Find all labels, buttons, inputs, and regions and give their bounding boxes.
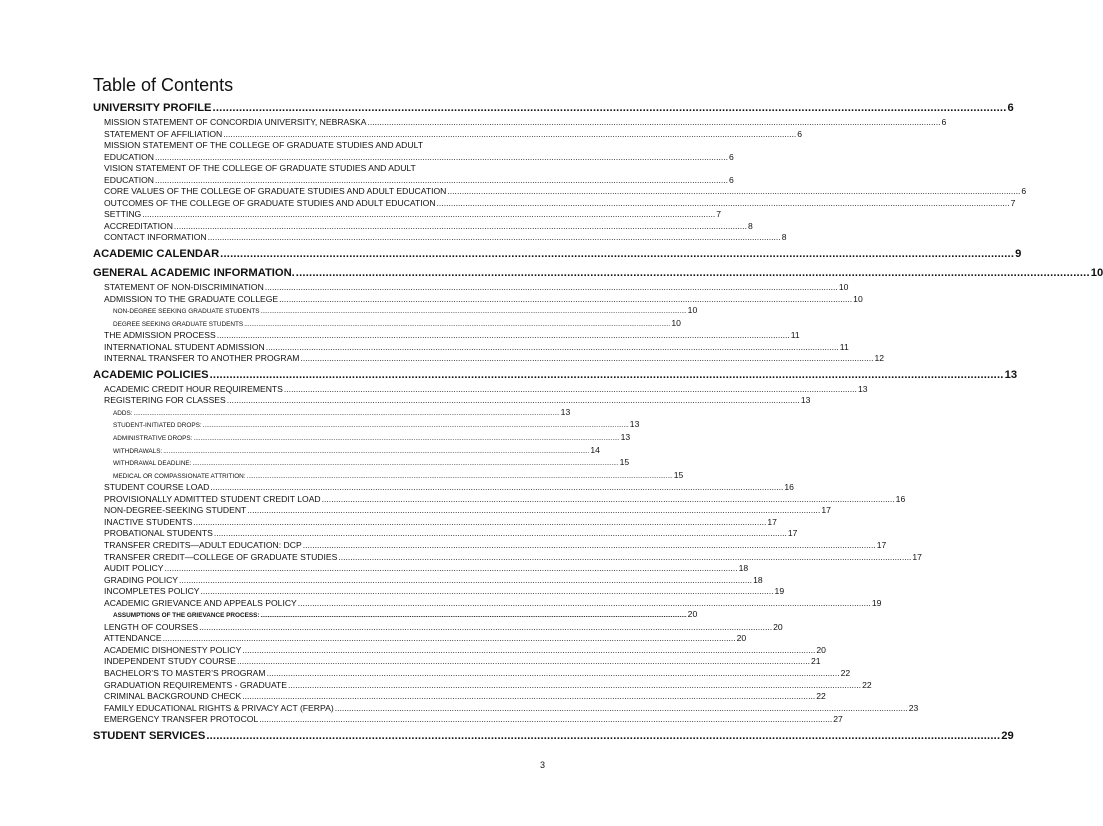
toc-page-number: 12 (874, 353, 885, 364)
toc-page-number: 13 (1004, 368, 1018, 381)
dot-leader (284, 384, 857, 396)
toc-entry[interactable] (93, 341, 849, 354)
toc-page-number: 6 (797, 128, 803, 139)
toc-entry-label: EDUCATION (104, 151, 154, 162)
toc-entry[interactable] (93, 679, 872, 692)
toc-entry[interactable] (93, 714, 843, 726)
toc-entry-label: STUDENT SERVICES (93, 729, 206, 742)
dot-leader (193, 517, 766, 529)
toc-subentry[interactable] (93, 457, 630, 470)
dot-leader (244, 319, 670, 331)
dot-leader (298, 598, 871, 610)
toc-entry-label: AUDIT POLICY (104, 563, 164, 574)
dot-leader (134, 408, 560, 420)
toc-entry-label: WITHDRAWALS: (113, 447, 163, 455)
toc-entry-label: NON-DEGREE SEEKING GRADUATE STUDENTS (113, 308, 260, 316)
toc-entry-label: INTERNATIONAL STUDENT ADMISSION (104, 341, 265, 352)
dot-leader (288, 680, 861, 692)
dot-leader (193, 433, 619, 445)
dot-leader (259, 714, 832, 726)
dot-leader (261, 610, 687, 622)
toc-entry[interactable] (93, 151, 734, 164)
table-of-contents (93, 100, 1103, 745)
dot-leader (227, 395, 800, 407)
toc-subentry[interactable] (93, 406, 571, 420)
toc-section-academic-calendar[interactable] (93, 246, 1022, 263)
toc-page-number: 6 (729, 151, 734, 162)
toc-page-number: 29 (1001, 729, 1014, 742)
dot-leader (247, 471, 673, 483)
dot-leader (247, 505, 820, 517)
toc-entry-label: ADMINISTRATIVE DROPS: (113, 435, 193, 443)
toc-entry[interactable] (93, 667, 851, 680)
toc-entry-line[interactable]: VISION STATEMENT OF THE COLLEGE OF GRADUATE STUDIES AND ADULT (104, 163, 416, 174)
toc-entry-label: ACCREDITATION (104, 220, 173, 231)
toc-entry-label: REGISTERING FOR CLASSES (104, 395, 226, 406)
toc-page-number: 22 (816, 691, 826, 702)
toc-page-number: 10 (1090, 267, 1103, 280)
toc-entry-label: CRIMINAL BACKGROUND CHECK (104, 691, 242, 702)
toc-page-number: 9 (1015, 248, 1022, 261)
toc-entry-label: MEDICAL OR COMPASSIONATE ATTRITION: (113, 472, 246, 480)
toc-page-number: 16 (784, 482, 794, 493)
dot-leader (174, 221, 747, 233)
toc-entry[interactable] (93, 293, 863, 306)
toc-page-number: 19 (774, 586, 785, 597)
toc-entry-label: LENGTH OF COURSES (104, 621, 199, 632)
toc-entry-label: BACHELOR’S TO MASTER’S PROGRAM (104, 667, 266, 678)
toc-page-number: 6 (941, 117, 947, 127)
toc-page-number: 16 (895, 493, 906, 504)
toc-entry-label: INCOMPLETES POLICY (104, 586, 200, 597)
toc-page-number: 22 (840, 667, 851, 678)
dot-leader (335, 703, 908, 715)
toc-entry[interactable] (93, 574, 763, 587)
toc-entry[interactable] (93, 383, 868, 396)
toc-entry[interactable] (93, 633, 747, 645)
dot-leader (210, 482, 783, 494)
toc-entry-label: UNIVERSITY PROFILE (93, 102, 212, 114)
dot-leader (447, 186, 1020, 198)
dot-leader (296, 265, 1090, 282)
toc-section-university-profile[interactable] (93, 100, 1014, 117)
toc-entry-label: ADMISSION TO THE GRADUATE COLLEGE (104, 293, 279, 304)
toc-page-number: 20 (816, 644, 826, 655)
toc-page-number: 19 (871, 597, 882, 608)
toc-page-number: 8 (781, 232, 787, 243)
dot-leader (163, 446, 589, 458)
dot-leader (179, 575, 752, 587)
dot-leader (338, 552, 911, 564)
toc-page-number: 6 (1007, 102, 1014, 114)
dot-leader (208, 232, 781, 244)
toc-entry[interactable] (93, 516, 777, 529)
toc-entry[interactable] (93, 209, 722, 221)
toc-entry[interactable] (93, 482, 794, 494)
toc-entry-label: EMERGENCY TRANSFER PROTOCOL (104, 714, 259, 725)
toc-entry[interactable] (93, 702, 919, 715)
toc-entry[interactable] (93, 493, 906, 506)
toc-entry[interactable] (93, 174, 734, 187)
toc-entry[interactable] (93, 128, 803, 141)
toc-entry-label: ACADEMIC CALENDAR (93, 248, 220, 261)
dot-leader (300, 353, 873, 365)
toc-page-number: 20 (736, 633, 747, 644)
toc-page-number: 13 (629, 419, 640, 430)
toc-entry-label: GRADING POLICY (104, 574, 179, 585)
document-page (93, 74, 1103, 745)
dot-leader (220, 246, 1014, 263)
dot-leader (279, 294, 852, 306)
toc-page-number: 11 (839, 341, 849, 352)
toc-page-number: 15 (673, 469, 684, 480)
toc-entry-label: ADDS: (113, 409, 133, 417)
toc-entry-label: STATEMENT OF AFFILIATION (104, 128, 223, 139)
toc-section-student-services[interactable] (93, 728, 1014, 745)
toc-page-number: 17 (767, 516, 777, 527)
dot-leader (261, 306, 687, 318)
toc-entry-label: INTERNAL TRANSFER TO ANOTHER PROGRAM (104, 353, 300, 364)
toc-subentry[interactable] (93, 419, 640, 432)
toc-entry[interactable] (93, 186, 1027, 198)
toc-entry-label: STATEMENT OF NON-DISCRIMINATION (104, 282, 264, 293)
toc-page-number: 18 (753, 574, 763, 585)
toc-page-number: 10 (853, 293, 863, 304)
dot-leader (437, 198, 1010, 210)
dot-leader (242, 645, 815, 657)
dot-leader (142, 209, 715, 221)
toc-page-number: 13 (857, 383, 868, 394)
toc-entry[interactable] (93, 528, 798, 540)
toc-entry[interactable] (93, 353, 885, 365)
toc-entry-label: ACADEMIC GRIEVANCE AND APPEALS POLICY (104, 597, 297, 608)
toc-entry-label: FAMILY EDUCATIONAL RIGHTS & PRIVACY ACT (FERPA) (104, 702, 334, 713)
toc-entry-label: INACTIVE STUDENTS (104, 516, 193, 527)
toc-page-number: 20 (773, 621, 783, 632)
dot-leader (213, 100, 1007, 117)
toc-entry-label: CONTACT INFORMATION (104, 232, 207, 243)
dot-leader (210, 367, 1004, 384)
toc-page-number: 8 (747, 220, 753, 231)
toc-entry[interactable] (93, 197, 1016, 210)
dot-leader (265, 282, 838, 294)
toc-entry-label: WITHDRAWAL DEADLINE: (113, 460, 192, 468)
toc-entry[interactable] (93, 551, 922, 564)
toc-page-number: 21 (810, 656, 821, 667)
toc-entry[interactable] (93, 621, 783, 634)
toc-entry[interactable] (93, 644, 826, 657)
toc-entry-label: INDEPENDENT STUDY COURSE (104, 656, 236, 667)
toc-entry-label: CORE VALUES OF THE COLLEGE OF GRADUATE STUDIES AND ADULT EDUCATION (104, 186, 447, 197)
page-title: Table of Contents (93, 75, 234, 95)
toc-entry-label: GRADUATION REQUIREMENTS - GRADUATE (104, 679, 288, 690)
dot-leader (223, 129, 796, 141)
toc-page-number: 17 (787, 528, 798, 539)
toc-page-number: 22 (862, 679, 872, 690)
dot-leader (242, 691, 815, 703)
toc-entry-label: STUDENT COURSE LOAD (104, 482, 210, 493)
toc-entry[interactable] (93, 691, 826, 703)
toc-page-number: 20 (687, 609, 698, 620)
toc-page-number: 17 (912, 551, 922, 562)
page-number: 3 (539, 760, 545, 770)
toc-section-general-academic-information[interactable] (93, 265, 1103, 282)
toc-page-number: 6 (729, 174, 734, 185)
toc-section-academic-policies[interactable] (93, 367, 1018, 384)
toc-page-number: 18 (738, 563, 749, 574)
dot-leader (237, 656, 810, 668)
toc-subentry[interactable] (93, 317, 681, 331)
dot-leader (266, 342, 839, 354)
toc-page-number: 10 (687, 305, 698, 316)
toc-entry-label: NON-DEGREE-SEEKING STUDENT (104, 505, 247, 516)
toc-entry[interactable] (93, 586, 785, 598)
toc-entry-label: PROBATIONAL STUDENTS (104, 528, 213, 539)
dot-leader (155, 152, 728, 164)
toc-page-number: 11 (790, 330, 800, 341)
dot-leader (267, 668, 840, 680)
toc-page-number: 7 (1010, 197, 1016, 208)
dot-leader (303, 540, 876, 552)
toc-subentry[interactable] (93, 305, 698, 318)
dot-leader (367, 117, 940, 129)
toc-page-number: 13 (800, 395, 811, 406)
toc-subentry[interactable] (93, 444, 600, 458)
dot-leader (217, 330, 790, 342)
toc-entry-label: DEGREE SEEKING GRADUATE STUDENTS (113, 320, 244, 328)
toc-subentry[interactable] (93, 432, 631, 445)
toc-entry-label: ACADEMIC POLICIES (93, 368, 209, 381)
toc-entry-label: OUTCOMES OF THE COLLEGE OF GRADUATE STUDIES AND ADULT EDUCATION (104, 197, 436, 208)
dot-leader (155, 175, 728, 187)
dot-leader (203, 420, 629, 432)
toc-page-number: 6 (1021, 186, 1027, 197)
toc-page-number: 10 (671, 317, 681, 328)
toc-entry-label: ACADEMIC CREDIT HOUR REQUIREMENTS (104, 383, 283, 394)
toc-page-number: 14 (590, 444, 600, 455)
toc-page-number: 23 (908, 702, 919, 713)
toc-entry-label: SETTING (104, 209, 142, 220)
toc-entry-label: STUDENT-INITIATED DROPS: (113, 422, 202, 430)
toc-entry[interactable] (93, 220, 753, 233)
dot-leader (192, 458, 618, 470)
toc-entry-label: MISSION STATEMENT OF CONCORDIA UNIVERSITY, NEBRASKA (104, 117, 367, 127)
toc-page-number: 7 (716, 209, 722, 220)
toc-entry[interactable] (93, 395, 811, 407)
toc-entry-label: EDUCATION (104, 174, 154, 185)
toc-entry-label: ATTENDANCE (104, 633, 162, 644)
toc-page-number: 27 (833, 714, 843, 725)
toc-entry-line[interactable]: MISSION STATEMENT OF THE COLLEGE OF GRADUATE STUDIES AND ADULT (104, 140, 423, 151)
dot-leader (206, 728, 1000, 745)
dot-leader (201, 586, 774, 598)
toc-entry-label: ACADEMIC DISHONESTY POLICY (104, 644, 242, 655)
toc-entry[interactable] (93, 282, 849, 294)
toc-page-number: 17 (821, 505, 831, 516)
toc-entry-label: THE ADMISSION PROCESS (104, 330, 216, 341)
toc-subentry[interactable] (93, 469, 684, 483)
toc-entry-label: TRANSFER CREDIT—COLLEGE OF GRADUATE STUDIES (104, 551, 338, 562)
dot-leader (163, 633, 736, 645)
dot-leader (199, 622, 772, 634)
toc-entry[interactable] (93, 656, 821, 668)
dot-leader (214, 528, 787, 540)
toc-entry-label: ASSUMPTIONS OF THE GRIEVANCE PROCESS: (113, 612, 260, 620)
toc-entry-label: TRANSFER CREDITS—ADULT EDUCATION: DCP (104, 539, 302, 550)
toc-entry[interactable] (93, 539, 887, 552)
toc-page-number: 10 (838, 282, 849, 293)
dot-leader (322, 494, 895, 506)
toc-page-number: 15 (619, 457, 630, 468)
toc-entry[interactable] (93, 563, 749, 575)
toc-page-number: 13 (620, 432, 631, 443)
toc-entry[interactable] (93, 117, 947, 129)
toc-subentry[interactable] (93, 609, 698, 622)
dot-leader (165, 563, 738, 575)
toc-entry-label: PROVISIONALLY ADMITTED STUDENT CREDIT LOAD (104, 493, 321, 504)
toc-entry[interactable] (93, 505, 831, 517)
toc-entry[interactable] (93, 232, 787, 244)
toc-entry[interactable] (93, 330, 800, 342)
toc-page-number: 13 (560, 406, 571, 417)
toc-entry[interactable] (93, 597, 882, 610)
toc-page-number: 17 (876, 539, 887, 550)
toc-entry-label: GENERAL ACADEMIC INFORMATION. (93, 267, 295, 280)
